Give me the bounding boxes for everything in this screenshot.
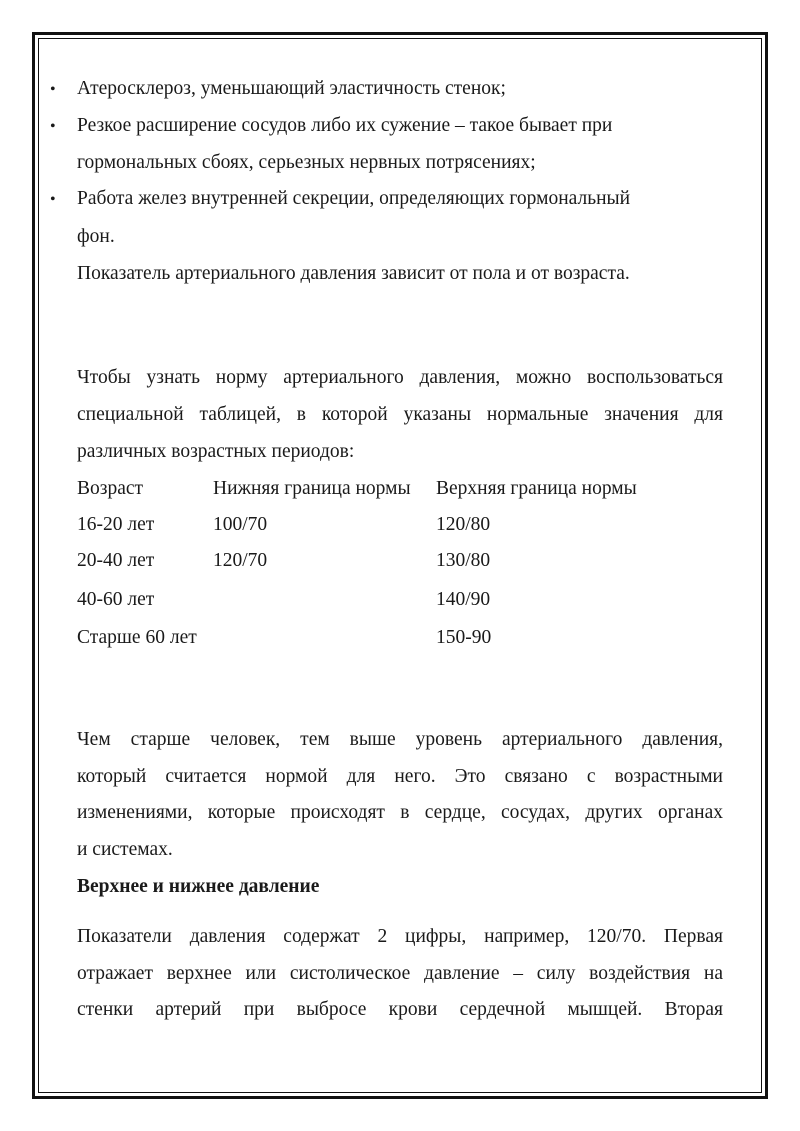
paragraph-older-line-2: который считается нормой для него. Это связано с возрастными xyxy=(77,766,723,787)
paragraph-older-line-1: Чем старше человек, тем выше уровень артериального давления, xyxy=(77,729,723,750)
bullet-item-glands-line-2: фон. xyxy=(77,226,115,247)
bullet-marker: • xyxy=(50,191,56,208)
table-cell-age: Старше 60 лет xyxy=(77,627,197,648)
table-header-age: Возраст xyxy=(77,478,144,499)
table-cell-upper: 150-90 xyxy=(436,627,492,648)
bullet-item-atherosclerosis: Атеросклероз, уменьшающий эластичность стенок; xyxy=(77,78,506,99)
paragraph-indicators-line-1: Показатели давления содержат 2 цифры, например, 120/70. Первая xyxy=(77,926,723,947)
table-cell-lower: 120/70 xyxy=(213,550,268,571)
table-cell-lower: 100/70 xyxy=(213,514,268,535)
bullet-marker: • xyxy=(50,118,56,135)
paragraph-indicators-line-2: отражает верхнее или систолическое давление – силу воздействия на xyxy=(77,963,723,984)
paragraph-older-line-4: и системах. xyxy=(77,839,173,860)
table-cell-upper: 130/80 xyxy=(436,550,491,571)
paragraph-gender-age: Показатель артериального давления зависит от пола и от возраста. xyxy=(77,263,630,284)
paragraph-older-line-3: изменениями, которые происходят в сердце, сосудах, других органах xyxy=(77,802,723,823)
paragraph-indicators-line-3: стенки артерий при выбросе крови сердечной мышцей. Вторая xyxy=(77,999,723,1020)
table-cell-age: 16-20 лет xyxy=(77,514,155,535)
table-cell-age: 20-40 лет xyxy=(77,550,155,571)
bullet-item-vessels-line-2: гормональных сбоях, серьезных нервных потрясениях; xyxy=(77,152,536,173)
table-cell-age: 40-60 лет xyxy=(77,589,155,610)
paragraph-table-intro-line-3: различных возрастных периодов: xyxy=(77,441,355,462)
bullet-item-glands-line-1: Работа желез внутренней секреции, определяющих гормональный xyxy=(77,188,631,209)
section-heading: Верхнее и нижнее давление xyxy=(77,876,320,897)
table-cell-upper: 140/90 xyxy=(436,589,491,610)
paragraph-table-intro-line-2: специальной таблицей, в которой указаны нормальные значения для xyxy=(77,404,723,425)
table-header-lower: Нижняя граница нормы xyxy=(213,478,411,499)
paragraph-table-intro-line-1: Чтобы узнать норму артериального давления, можно воспользоваться xyxy=(77,367,723,388)
table-header-upper: Верхняя граница нормы xyxy=(436,478,637,499)
table-cell-upper: 120/80 xyxy=(436,514,491,535)
bullet-marker: • xyxy=(50,81,56,98)
bullet-item-vessels-line-1: Резкое расширение сосудов либо их сужение – такое бывает при xyxy=(77,115,613,136)
